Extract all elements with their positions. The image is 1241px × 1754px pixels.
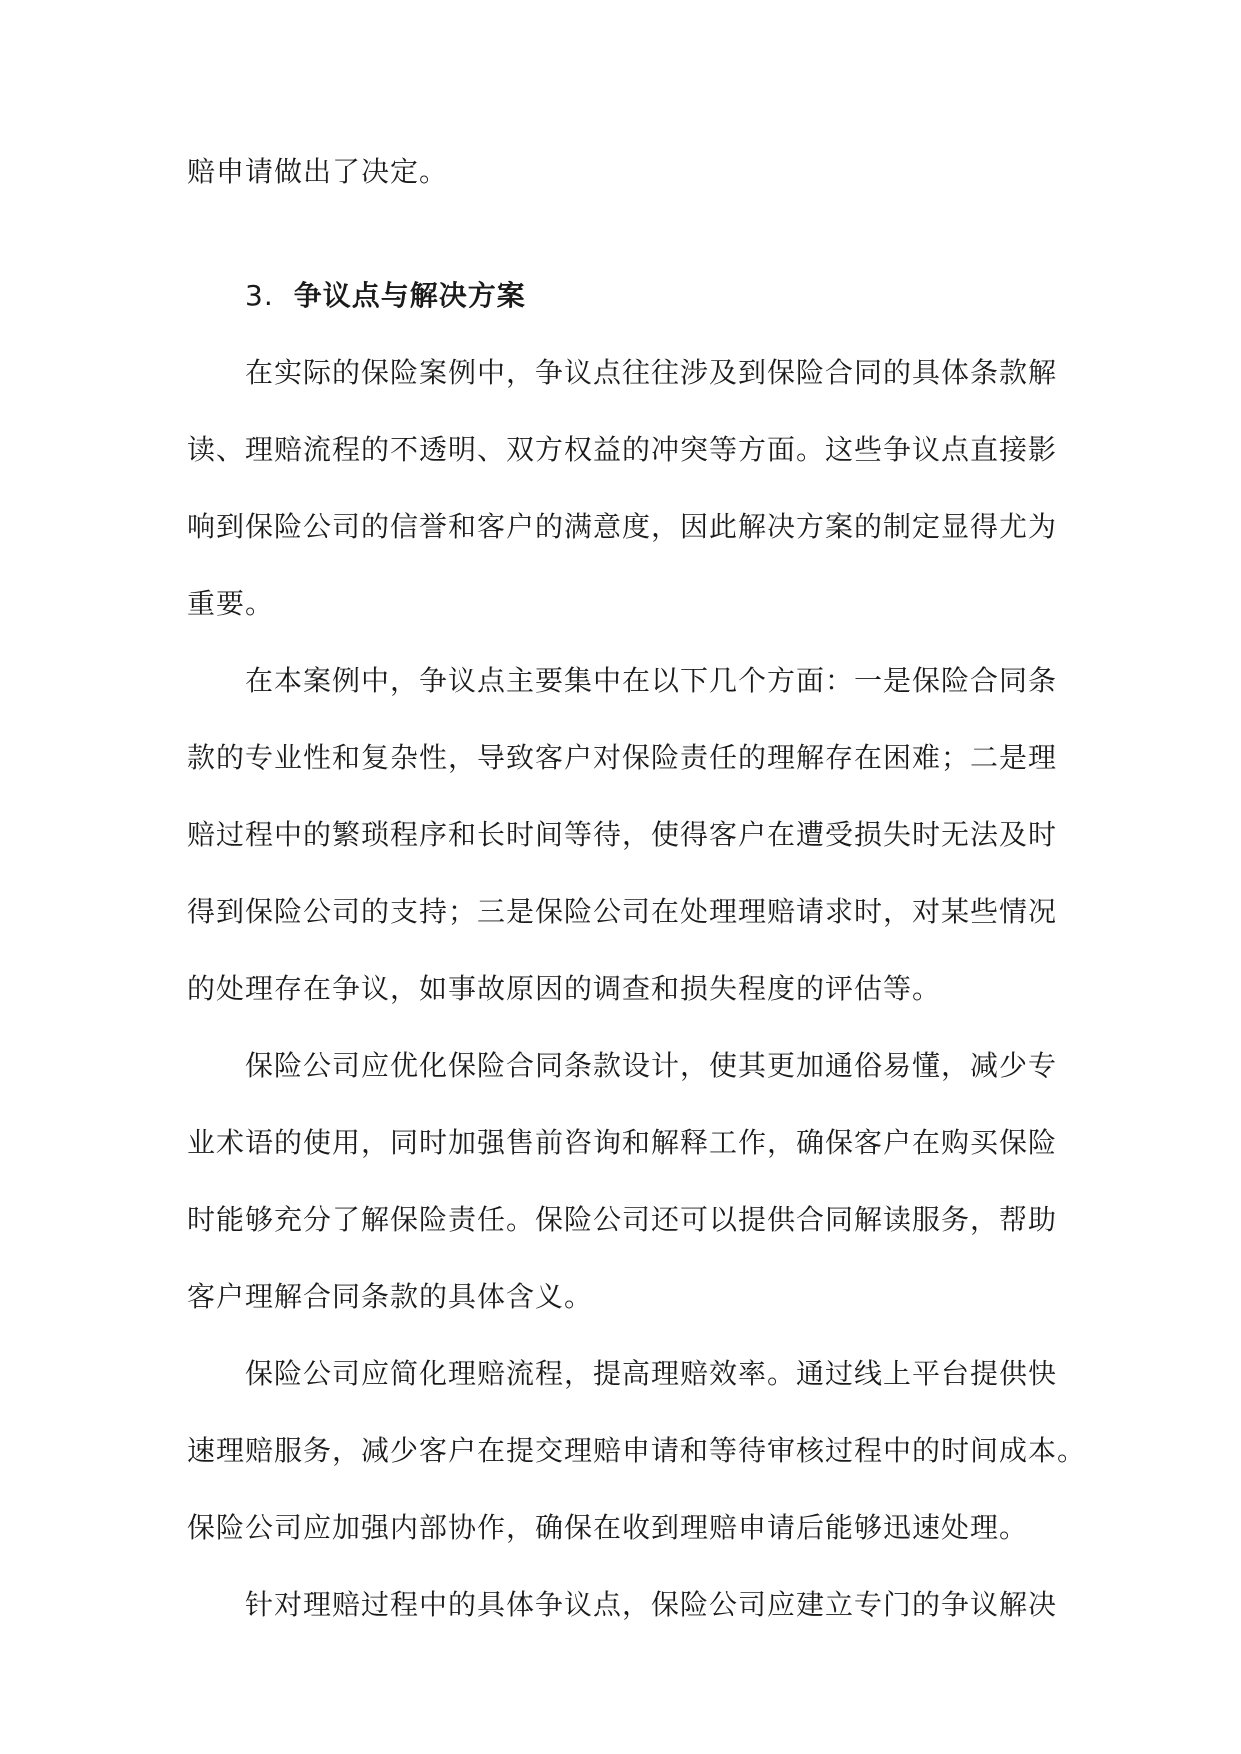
section-heading — [187, 271, 1053, 348]
paragraph-2-line-2: 款的专业性和复杂性，导致客户对保险责任的理解存在困难；二是理 — [187, 741, 1058, 774]
paragraph-3-line-3: 时能够充分了解保险责任。保险公司还可以提供合同解读服务，帮助 — [187, 1203, 1058, 1236]
paragraph-4-line-1: 保险公司应简化理赔流程，提高理赔效率。通过线上平台提供快 — [245, 1357, 1058, 1390]
section-number: 3. — [245, 279, 274, 312]
paragraph-3-line-4: 客户理解合同条款的具体含义。 — [187, 1280, 594, 1313]
paragraph-1-line-3: 响到保险公司的信誉和客户的满意度，因此解决方案的制定显得尤为 — [187, 510, 1058, 543]
paragraph-3-line-2: 业术语的使用，同时加强售前咨询和解释工作，确保客户在购买保险 — [187, 1126, 1058, 1159]
paragraph-5-line-1: 针对理赔过程中的具体争议点，保险公司应建立专门的争议解决 — [245, 1588, 1058, 1621]
paragraph-2-line-1: 在本案例中，争议点主要集中在以下几个方面：一是保险合同条 — [245, 664, 1058, 697]
section-title: 争议点与解决方案 — [293, 279, 526, 312]
section-spacer — [187, 224, 1053, 271]
paragraph-3-line-1: 保险公司应优化保险合同条款设计，使其更加通俗易懂，减少专 — [245, 1049, 1058, 1082]
paragraph-2-line-3: 赔过程中的繁琐程序和长时间等待，使得客户在遭受损失时无法及时 — [187, 818, 1058, 851]
paragraph-4-line-2: 速理赔服务，减少客户在提交理赔申请和等待审核过程中的时间成本。 — [187, 1434, 1087, 1467]
paragraph-1-line-4: 重要。 — [187, 587, 275, 620]
paragraph-4-line-3: 保险公司应加强内部协作，确保在收到理赔申请后能够迅速处理。 — [187, 1511, 1029, 1544]
intro-line: 赔申请做出了决定。 — [187, 155, 449, 188]
document-body — [187, 147, 1087, 1657]
paragraph-2-line-4: 得到保险公司的支持；三是保险公司在处理理赔请求时，对某些情况 — [187, 895, 1058, 928]
paragraph-1-line-2: 读、理赔流程的不透明、双方权益的冲突等方面。这些争议点直接影 — [187, 433, 1058, 466]
paragraph-2-line-5: 的处理存在争议，如事故原因的调查和损失程度的评估等。 — [187, 972, 942, 1005]
paragraph-1-line-1: 在实际的保险案例中，争议点往往涉及到保险合同的具体条款解 — [245, 356, 1058, 389]
